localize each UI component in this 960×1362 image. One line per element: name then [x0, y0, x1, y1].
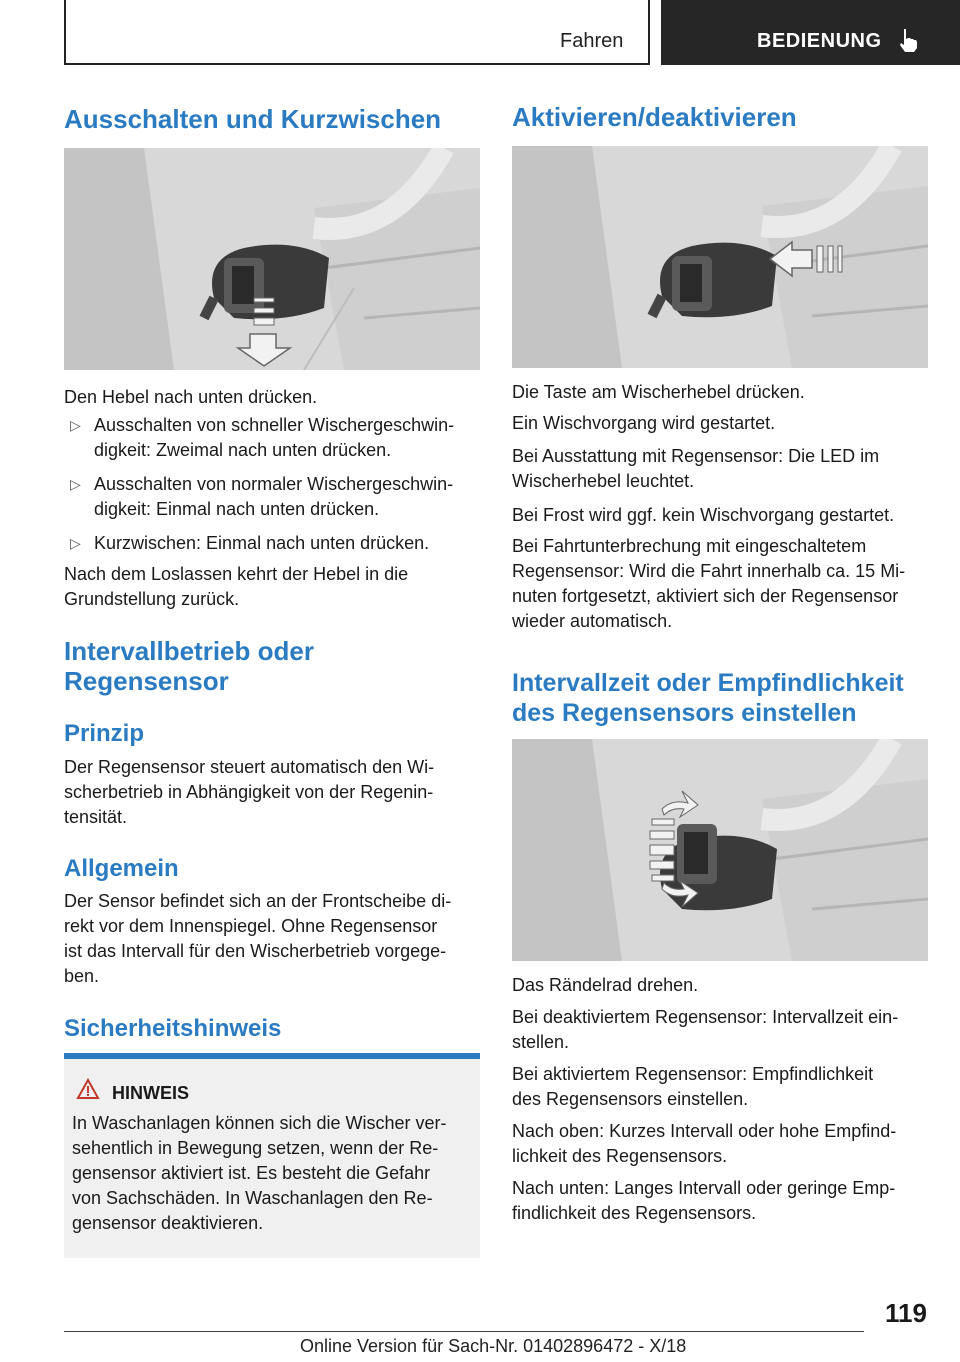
page-number: 119 — [885, 1298, 927, 1328]
header-chapter-label: BEDIENUNG — [757, 30, 882, 52]
header-divider — [648, 0, 650, 65]
heading-aktivieren: Aktivieren/deaktivieren — [512, 102, 797, 132]
bullet-item — [64, 472, 480, 522]
heading-intervallbetrieb: Intervallbetrieb oder Regensensor — [64, 636, 314, 696]
footer-text: Online Version für Sach-Nr. 01402896472 - X/18 — [300, 1336, 687, 1356]
paragraph-sensitivity-3: Bei aktiviertem Regensensor: Empfindlichkeit des Regensensors einstellen. — [512, 1064, 874, 1109]
paragraph-sensitivity-5: Nach unten: Langes Intervall oder geringe Emp- findlichkeit des Regensensors. — [512, 1178, 896, 1223]
figure-lever-button — [512, 146, 928, 368]
paragraph-sensitivity-4: Nach oben: Kurzes Intervall oder hohe Empfind- lichkeit des Regensensors. — [512, 1121, 897, 1166]
bullet-item — [64, 531, 480, 556]
footer-rule — [64, 1331, 864, 1332]
bullet-item — [64, 413, 480, 463]
pointing-hand-icon — [897, 27, 919, 59]
paragraph-activate-1: Die Taste am Wischerhebel drücken. — [512, 382, 805, 402]
heading-allgemein: Allgemein — [64, 855, 179, 882]
bullet-text: Ausschalten von schneller Wischergeschwin- digkeit: Zweimal nach unten drücken. — [94, 415, 455, 460]
header-underline — [64, 63, 650, 65]
paragraph-activate-2: Ein Wischvorgang wird gestartet. — [512, 413, 776, 433]
triangle-bullet-icon: ▷ — [70, 535, 81, 551]
bullet-text: Kurzwischen: Einmal nach unten drücken. — [94, 533, 430, 553]
heading-prinzip: Prinzip — [64, 720, 145, 747]
triangle-bullet-icon: ▷ — [70, 417, 81, 433]
paragraph-prinzip: Der Regensensor steuert automatisch den Wi- scherbetrieb in Abhängigkeit von der Regenin- tensität. — [64, 757, 435, 827]
heading-ausschalten: Ausschalten und Kurzwischen — [64, 104, 442, 134]
header-chapter-tab[interactable] — [661, 0, 960, 65]
paragraph-sensitivity-2: Bei deaktiviertem Regensensor: Intervallzeit ein- stellen. — [512, 1007, 899, 1052]
header-section-label[interactable]: Fahren — [560, 30, 624, 52]
figure-thumbwheel — [512, 739, 928, 961]
caption-lever-down: Den Hebel nach unten drücken. — [64, 387, 318, 407]
paragraph-after-bullets: Nach dem Loslassen kehrt der Hebel in die Grundstellung zurück. — [64, 564, 409, 609]
paragraph-activate-4: Bei Frost wird ggf. kein Wischvorgang gestartet. — [512, 505, 895, 525]
paragraph-activate-5: Bei Fahrtunterbrechung mit eingeschaltetem Regensensor: Wird die Fahrt innerhalb ca. 15 Mi- nuten fortgesetzt, aktiviert sich der Regensensor wieder automatisch. — [512, 536, 906, 631]
hint-text: In Waschanlagen können sich die Wischer ver- sehentlich in Bewegung setzen, wenn der Re- gensensor aktiviert ist. Es besteht die Gefahr von Sachschäden. In Waschanlagen den Re- gensensor deaktivieren. — [72, 1113, 447, 1233]
triangle-bullet-icon: ▷ — [70, 476, 81, 492]
paragraph-sensitivity-1: Das Rändelrad drehen. — [512, 975, 699, 995]
paragraph-allgemein: Der Sensor befindet sich an der Frontscheibe di- rekt vor dem Innenspiegel. Ohne Regensensor ist das Intervall für den Wischerbetrieb vorgege- ben. — [64, 891, 452, 986]
paragraph-activate-3: Bei Ausstattung mit Regensensor: Die LED im Wischerhebel leuchtet. — [512, 446, 880, 491]
heading-intervallzeit: Intervallzeit oder Empfindlichkeit des Regensensors einstellen — [512, 669, 904, 727]
figure-lever-down — [64, 148, 480, 370]
header-left-border — [64, 0, 66, 65]
hint-title: HINWEIS — [112, 1083, 190, 1103]
bullet-text: Ausschalten von normaler Wischergeschwin- digkeit: Einmal nach unten drücken. — [94, 474, 454, 519]
warning-triangle-icon — [76, 1078, 100, 1105]
heading-sicherheitshinweis: Sicherheitshinweis — [64, 1015, 282, 1042]
